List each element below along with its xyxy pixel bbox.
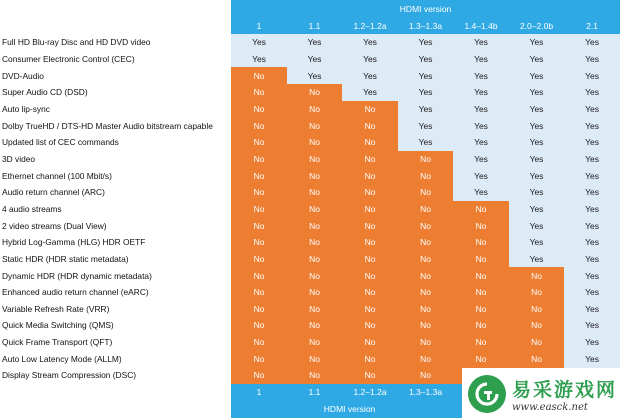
support-cell: No (398, 201, 453, 218)
version-header: 1.4–1.4b (453, 17, 509, 34)
support-cell: No (342, 334, 398, 351)
support-cell: Yes (453, 117, 509, 134)
watermark-url: www.easck.net (512, 401, 588, 413)
footer-title: HDMI version (231, 400, 620, 418)
support-cell: Yes (564, 234, 620, 251)
support-cell: Yes (287, 51, 342, 68)
support-cell: No (231, 301, 287, 318)
table-row (0, 217, 620, 234)
support-cell: Yes (564, 201, 620, 218)
support-cell: Yes (398, 34, 453, 51)
support-cell: No (287, 317, 342, 334)
support-cell: No (231, 317, 287, 334)
support-cell: Yes (564, 101, 620, 118)
support-cell: No (398, 184, 453, 201)
support-cell: No (398, 367, 453, 384)
support-cell: No (342, 317, 398, 334)
support-cell: No (509, 301, 564, 318)
feature-label: Enhanced audio return channel (eARC) (0, 284, 231, 301)
support-cell: No (398, 251, 453, 268)
support-cell: No (453, 217, 509, 234)
support-cell: Yes (398, 84, 453, 101)
support-cell: No (287, 134, 342, 151)
support-cell: No (287, 267, 342, 284)
support-cell: No (453, 317, 509, 334)
footer-version: 1 (231, 384, 287, 400)
support-cell: No (287, 101, 342, 118)
support-cell: Yes (564, 301, 620, 318)
support-cell: No (231, 201, 287, 218)
support-cell: No (287, 350, 342, 367)
support-cell: Yes (564, 84, 620, 101)
version-header: 1.1 (287, 17, 342, 34)
support-cell: Yes (564, 184, 620, 201)
support-cell: No (509, 267, 564, 284)
support-cell: Yes (564, 350, 620, 367)
support-cell: No (509, 284, 564, 301)
footer-corner (0, 400, 231, 418)
support-cell: Yes (453, 51, 509, 68)
support-cell: No (509, 317, 564, 334)
support-cell: Yes (564, 284, 620, 301)
feature-label: Variable Refresh Rate (VRR) (0, 301, 231, 318)
feature-label: Quick Media Switching (QMS) (0, 317, 231, 334)
support-cell: No (231, 151, 287, 168)
support-cell: Yes (509, 34, 564, 51)
support-cell: Yes (453, 134, 509, 151)
support-cell: No (342, 151, 398, 168)
version-header: 1 (231, 17, 287, 34)
support-cell: Yes (509, 134, 564, 151)
table-row (0, 350, 620, 367)
header-corner (0, 17, 231, 34)
header-title: HDMI version (231, 0, 620, 17)
feature-label: Audio return channel (ARC) (0, 184, 231, 201)
feature-label: Dolby TrueHD / DTS-HD Master Audio bitstream capable (0, 117, 231, 134)
support-cell: No (287, 234, 342, 251)
support-cell: Yes (564, 167, 620, 184)
feature-label: Updated list of CEC commands (0, 134, 231, 151)
support-cell: No (231, 284, 287, 301)
support-cell: Yes (231, 34, 287, 51)
support-cell: No (453, 234, 509, 251)
support-cell: Yes (509, 201, 564, 218)
support-cell: No (398, 267, 453, 284)
support-cell: Yes (398, 134, 453, 151)
support-cell: No (287, 151, 342, 168)
table-row (0, 151, 620, 168)
table-row (0, 34, 620, 51)
watermark-name: 易采游戏网 (512, 378, 618, 401)
support-cell: No (231, 67, 287, 84)
support-cell: No (231, 267, 287, 284)
support-cell: No (287, 367, 342, 384)
support-cell: No (398, 317, 453, 334)
support-cell: No (398, 350, 453, 367)
support-cell: Yes (453, 84, 509, 101)
support-cell: No (398, 234, 453, 251)
support-cell: No (231, 251, 287, 268)
support-cell: No (342, 284, 398, 301)
table-row (0, 51, 620, 68)
support-cell: Yes (509, 251, 564, 268)
footer-version: 1.2–1.2a (342, 384, 398, 400)
feature-label: Static HDR (HDR static metadata) (0, 251, 231, 268)
logo-mark-icon (468, 375, 506, 413)
support-cell: No (287, 201, 342, 218)
support-cell: Yes (564, 267, 620, 284)
feature-label: 2 video streams (Dual View) (0, 217, 231, 234)
support-cell: Yes (564, 67, 620, 84)
support-cell: No (231, 84, 287, 101)
feature-label: Ethernet channel (100 Mbit/s) (0, 167, 231, 184)
support-cell: Yes (564, 117, 620, 134)
support-cell: No (453, 251, 509, 268)
feature-label: Dynamic HDR (HDR dynamic metadata) (0, 267, 231, 284)
support-cell: No (342, 234, 398, 251)
feature-label: Hybrid Log-Gamma (HLG) HDR OETF (0, 234, 231, 251)
support-cell: Yes (453, 184, 509, 201)
support-cell: No (231, 134, 287, 151)
support-cell: No (342, 251, 398, 268)
support-cell: No (398, 284, 453, 301)
support-cell: No (453, 284, 509, 301)
support-cell: No (287, 284, 342, 301)
support-cell: No (287, 84, 342, 101)
support-cell: Yes (398, 51, 453, 68)
support-cell: Yes (509, 67, 564, 84)
support-cell: Yes (453, 101, 509, 118)
support-cell: No (398, 301, 453, 318)
table-row (0, 101, 620, 118)
support-cell: Yes (564, 51, 620, 68)
support-cell: No (231, 234, 287, 251)
support-cell: Yes (342, 34, 398, 51)
support-cell: Yes (564, 334, 620, 351)
support-cell: No (287, 167, 342, 184)
header-corner (0, 0, 231, 17)
support-cell: No (453, 334, 509, 351)
support-cell: Yes (342, 84, 398, 101)
support-cell: No (398, 167, 453, 184)
feature-label: Display Stream Compression (DSC) (0, 367, 231, 384)
support-cell: No (398, 217, 453, 234)
support-cell: No (453, 267, 509, 284)
support-cell: Yes (509, 84, 564, 101)
support-cell: Yes (342, 67, 398, 84)
support-cell: No (342, 367, 398, 384)
support-cell: No (342, 101, 398, 118)
table-row (0, 67, 620, 84)
table-row (0, 184, 620, 201)
feature-label: Quick Frame Transport (QFT) (0, 334, 231, 351)
support-cell: No (342, 217, 398, 234)
table-row (0, 117, 620, 134)
support-cell: No (287, 184, 342, 201)
support-cell: No (509, 350, 564, 367)
table-row (0, 234, 620, 251)
support-cell: No (231, 367, 287, 384)
support-cell: No (287, 217, 342, 234)
feature-label: Auto lip-sync (0, 101, 231, 118)
table-row (0, 284, 620, 301)
table-row (0, 167, 620, 184)
support-cell: Yes (564, 217, 620, 234)
support-cell: Yes (564, 251, 620, 268)
support-cell: Yes (342, 51, 398, 68)
feature-label: Full HD Blu-ray Disc and HD DVD video (0, 34, 231, 51)
support-cell: Yes (398, 101, 453, 118)
support-cell: No (231, 117, 287, 134)
support-cell: No (342, 201, 398, 218)
support-cell: No (231, 101, 287, 118)
support-cell: Yes (509, 51, 564, 68)
support-cell: No (287, 301, 342, 318)
table-row (0, 334, 620, 351)
support-cell: No (398, 151, 453, 168)
version-header: 2.1 (564, 17, 620, 34)
support-cell: No (342, 301, 398, 318)
support-cell: No (342, 117, 398, 134)
support-cell: No (342, 267, 398, 284)
support-cell: No (342, 350, 398, 367)
table-row (0, 84, 620, 101)
support-cell: No (287, 117, 342, 134)
support-cell: No (231, 167, 287, 184)
feature-label: Auto Low Latency Mode (ALLM) (0, 350, 231, 367)
support-cell: No (342, 134, 398, 151)
support-cell: Yes (287, 34, 342, 51)
support-cell: Yes (509, 167, 564, 184)
footer-version: 1.3–1.3a (398, 384, 453, 400)
support-cell: Yes (453, 67, 509, 84)
table-row (0, 201, 620, 218)
version-header: 1.2–1.2a (342, 17, 398, 34)
table-row (0, 251, 620, 268)
table-row (0, 134, 620, 151)
version-header: 1.3–1.3a (398, 17, 453, 34)
support-cell: Yes (509, 184, 564, 201)
support-cell: No (342, 184, 398, 201)
support-cell: Yes (231, 51, 287, 68)
support-cell: Yes (453, 34, 509, 51)
support-cell: No (342, 167, 398, 184)
support-cell: No (509, 334, 564, 351)
support-cell: No (231, 217, 287, 234)
support-cell: Yes (287, 67, 342, 84)
table-row (0, 317, 620, 334)
table-row (0, 301, 620, 318)
footer-corner (0, 384, 231, 400)
support-cell: No (231, 350, 287, 367)
support-cell: No (453, 201, 509, 218)
support-cell: Yes (509, 217, 564, 234)
support-cell: Yes (453, 151, 509, 168)
support-cell: No (398, 334, 453, 351)
support-cell: Yes (564, 317, 620, 334)
support-cell: No (231, 334, 287, 351)
support-cell: Yes (564, 34, 620, 51)
feature-label: Consumer Electronic Control (CEC) (0, 51, 231, 68)
feature-label: 4 audio streams (0, 201, 231, 218)
version-header: 2.0–2.0b (509, 17, 564, 34)
support-cell: Yes (453, 167, 509, 184)
support-cell: No (453, 350, 509, 367)
support-cell: Yes (398, 117, 453, 134)
support-cell: Yes (509, 101, 564, 118)
table-body (0, 34, 620, 384)
table-row (0, 267, 620, 284)
support-cell: Yes (564, 134, 620, 151)
feature-label: Super Audio CD (DSD) (0, 84, 231, 101)
support-cell: No (453, 301, 509, 318)
support-cell: Yes (509, 151, 564, 168)
support-cell: No (231, 184, 287, 201)
watermark-logo (462, 368, 620, 419)
support-cell: No (287, 334, 342, 351)
feature-label: DVD-Audio (0, 67, 231, 84)
support-cell: Yes (509, 234, 564, 251)
support-cell: Yes (564, 151, 620, 168)
support-cell: No (287, 251, 342, 268)
support-cell: Yes (398, 67, 453, 84)
feature-label: 3D video (0, 151, 231, 168)
footer-version: 1.1 (287, 384, 342, 400)
support-cell: Yes (509, 117, 564, 134)
